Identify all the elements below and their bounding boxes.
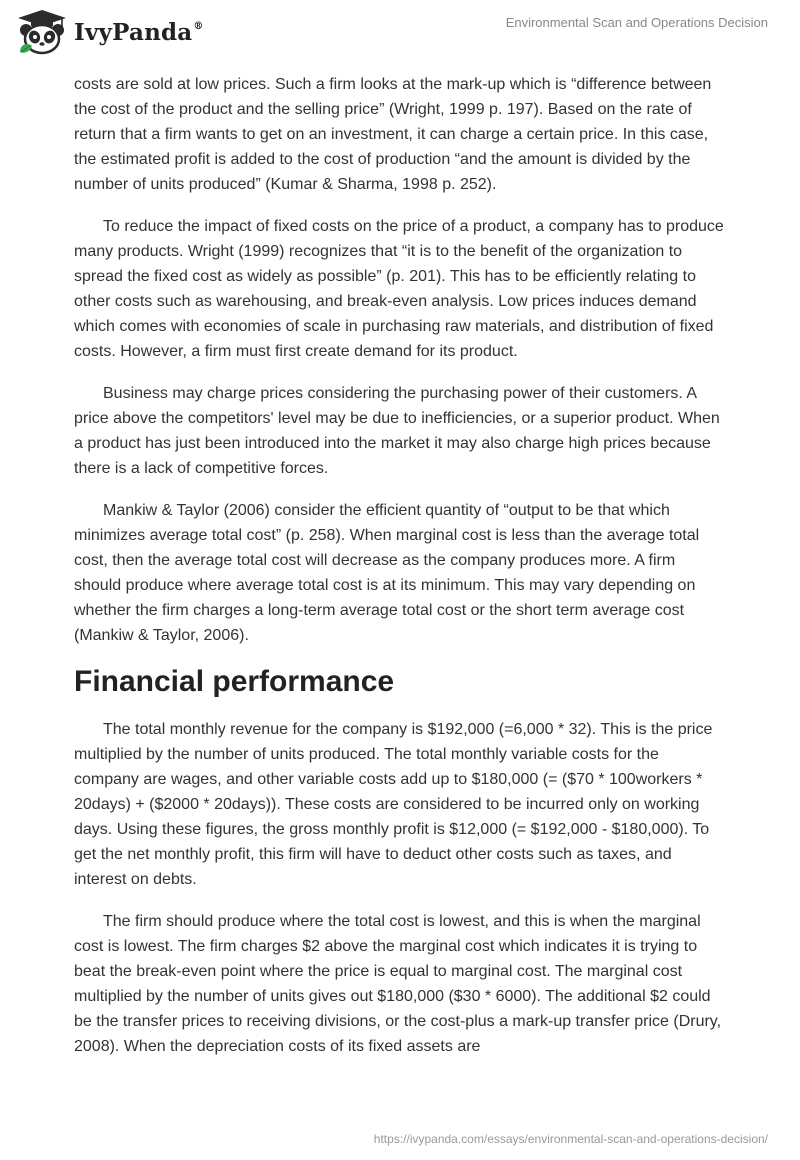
ivypanda-logo-link[interactable] [14, 8, 204, 58]
section-heading-financial-performance: Financial performance [74, 665, 395, 698]
document-title: Environmental Scan and Operations Decision [505, 15, 768, 30]
source-url[interactable]: https://ivypanda.com/essays/environmental-scan-and-operations-decision/ [373, 1132, 768, 1146]
brand-name: IvyPanda® [74, 18, 204, 46]
panda-logo-icon [14, 8, 70, 58]
paragraph-marginal-cost: The firm should produce where the total cost is lowest, and this is when the marginal cost is lowest. The firm charges $2 above the marginal cost which indicates it is trying to beat the break-even point where the price is equal to marginal cost. The marginal cost multiplied by the number of units gives out $180,000 ($30 * 6000). The additional $2 could be the transfer prices to receiving divisions, or the cost-plus a mark-up transfer price (Drury, 2008). When the depreciation costs of its fixed assets are [74, 913, 722, 1055]
paragraph-efficient-quantity: Mankiw & Taylor (2006) consider the efficient quantity of “output to be that which minimizes average total cost” (p. 258). When marginal cost is less than the average total cost, then the average total cost will decrease as the company produces more. A firm should produce where average total cost is at its minimum. This may vary depending on whether the firm charges a long-term average total cost or the short term average cost (Mankiw & Taylor, 2006). [74, 502, 700, 644]
paragraph-monthly-revenue: The total monthly revenue for the company is $192,000 (=6,000 * 32). This is the price multiplied by the number of units produced. The total monthly variable costs for the company are wages, and other variable costs add up to $180,000 (= ($70 * 100workers * 20days) + ($2000 * 20days)). These costs are considered to be incurred only on working days. Using these figures, the gross monthly profit is $12,000 (= $192,000 - $180,000). To get the net monthly profit, this firm will have to deduct other costs such as taxes, and interest on debts. [74, 721, 713, 888]
page-header [0, 0, 800, 64]
registered-mark: ® [193, 20, 204, 32]
paragraph-continuation: costs are sold at low prices. Such a firm looks at the mark-up which is “difference between the cost of the product and the selling price” (Wright, 1999 p. 197). Based on the rate of return that a firm wants to get on an investment, it can charge a certain price. In this case, the estimated profit is added to the cost of production “and the amount is divided by the number of units produced” (Kumar & Sharma, 1998 p. 252). [74, 76, 712, 193]
paragraph-fixed-costs: To reduce the impact of fixed costs on the price of a product, a company has to produce many products. Wright (1999) recognizes that “it is to the benefit of the organization to spread the fixed cost as widely as possible” (p. 201). This has to be efficiently relating to other costs such as warehousing, and break-even analysis. Low prices induces demand which comes with economies of scale in purchasing raw materials, and distribution of fixed costs. However, a firm must first create demand for its product. [74, 218, 724, 360]
essay-content [74, 72, 726, 1076]
paragraph-purchasing-power: Business may charge prices considering the purchasing power of their customers. A price above the competitors' level may be due to inefficiencies, or a superior product. When a product has just been introduced into the market it may also charge high prices because there is a lack of competitive forces. [74, 385, 720, 477]
